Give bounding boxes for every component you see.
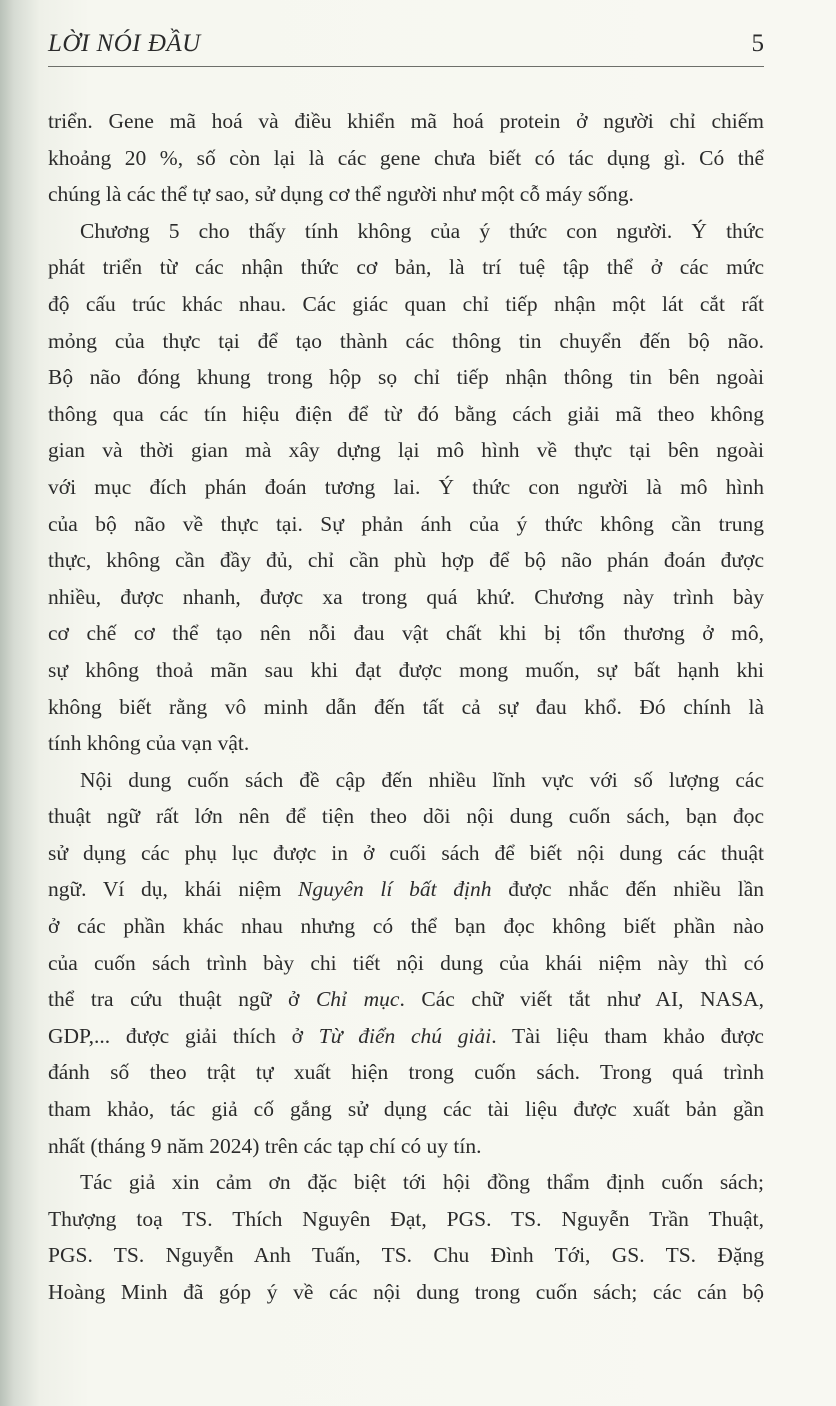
text-line xyxy=(48,725,764,762)
text-line xyxy=(48,1018,764,1055)
italic-term: Từ điển chú giải xyxy=(318,1023,492,1048)
text-segment: độ cấu trúc khác nhau. Các giác quan chỉ tiếp nhận một lát cắt rất xyxy=(48,291,764,316)
text-segment: Hoàng Minh đã góp ý về các nội dung trong cuốn sách; các cán bộ xyxy=(48,1280,764,1304)
text-line xyxy=(48,286,764,323)
text-segment: thuật ngữ rất lớn nên để tiện theo dõi nội dung cuốn sách, bạn đọc xyxy=(48,804,764,829)
paragraph xyxy=(48,762,764,1165)
text-segment: được nhắc đến nhiều lần xyxy=(491,877,764,902)
text-line xyxy=(48,1237,764,1274)
text-segment: . Tài liệu tham khảo được xyxy=(491,1023,764,1048)
text-segment: . Các chữ viết tắt như AI, NASA, xyxy=(399,987,764,1012)
paragraph xyxy=(48,213,764,762)
text-line xyxy=(48,506,764,543)
paragraph xyxy=(48,1164,764,1310)
text-line xyxy=(48,213,764,250)
text-segment: không biết rằng vô minh dẫn đến tất cả sự đau khổ. Đó chính là xyxy=(48,694,764,719)
text-line xyxy=(48,542,764,579)
text-line xyxy=(48,140,764,177)
text-line xyxy=(48,1274,764,1311)
text-segment: tính không của vạn vật. xyxy=(48,731,250,756)
page-number: 5 xyxy=(751,30,764,57)
text-line xyxy=(48,579,764,616)
text-line xyxy=(48,249,764,286)
header-rule xyxy=(48,66,764,67)
text-line xyxy=(48,615,764,652)
text-line xyxy=(48,1164,764,1201)
text-segment: nhiều, được nhanh, được xa trong quá khứ. Chương này trình bày xyxy=(48,584,764,609)
italic-term: Nguyên lí bất định xyxy=(298,877,492,902)
text-segment: triển. Gene mã hoá và điều khiển mã hoá protein ở người chỉ chiếm xyxy=(48,109,764,133)
italic-term: Chỉ mục xyxy=(315,987,400,1012)
text-segment: cơ chế cơ thể tạo nên nỗi đau vật chất khi bị tổn thương ở mô, xyxy=(48,621,764,646)
text-segment: khoảng 20 %, số còn lại là các gene chưa biết có tác dụng gì. Có thể xyxy=(48,145,764,170)
text-segment: GDP,... được giải thích ở xyxy=(48,1023,319,1048)
text-line xyxy=(48,1054,764,1091)
text-segment: PGS. TS. Nguyễn Anh Tuấn, TS. Chu Đình Tới, GS. TS. Đặng xyxy=(48,1243,764,1268)
text-segment: với mục đích phán đoán tương lai. Ý thức con người là mô hình xyxy=(48,474,764,499)
text-segment: mỏng của thực tại để tạo thành các thông tin chuyển đến bộ não. xyxy=(48,328,764,353)
text-segment: Nội dung cuốn sách đề cập đến nhiều lĩnh vực với số lượng các xyxy=(80,767,764,792)
text-line xyxy=(48,359,764,396)
text-line xyxy=(48,103,764,140)
text-line xyxy=(48,1091,764,1128)
chapter-title: LỜI NÓI ĐẦU xyxy=(48,30,201,57)
text-segment: sự không thoả mãn sau khi đạt được mong muốn, sự bất hạnh khi xyxy=(48,657,764,682)
text-segment: thông qua các tín hiệu điện để từ đó bằng cách giải mã theo không xyxy=(48,401,764,426)
text-line xyxy=(48,945,764,982)
text-segment: phát triển từ các nhận thức cơ bản, là trí tuệ tập thể ở các mức xyxy=(48,255,764,280)
text-line xyxy=(48,469,764,506)
page-body xyxy=(48,103,764,1311)
text-segment: nhất (tháng 9 năm 2024) trên các tạp chí có uy tín. xyxy=(48,1133,482,1158)
running-header xyxy=(48,30,764,66)
text-segment: của bộ não về thực tại. Sự phản ánh của ý thức không cần trung xyxy=(48,511,764,536)
text-segment: gian và thời gian mà xây dựng lại mô hình về thực tại bên ngoài xyxy=(48,438,764,463)
text-line xyxy=(48,1128,764,1165)
text-segment: ở các phần khác nhau nhưng có thể bạn đọc không biết phần nào xyxy=(48,914,764,939)
text-segment: chúng là các thể tự sao, sử dụng cơ thể người như một cỗ máy sống. xyxy=(48,182,634,207)
text-line xyxy=(48,798,764,835)
text-line xyxy=(48,323,764,360)
text-segment: Bộ não đóng khung trong hộp sọ chỉ tiếp nhận thông tin bên ngoài xyxy=(48,365,764,390)
text-segment: tham khảo, tác giả cố gắng sử dụng các tài liệu được xuất bản gần xyxy=(48,1097,764,1122)
paragraph xyxy=(48,103,764,213)
text-segment: đánh số theo trật tự xuất hiện trong cuốn sách. Trong quá trình xyxy=(48,1060,764,1085)
text-line xyxy=(48,908,764,945)
text-line xyxy=(48,835,764,872)
text-line xyxy=(48,871,764,908)
text-line xyxy=(48,176,764,213)
text-line xyxy=(48,762,764,799)
text-segment: Chương 5 cho thấy tính không của ý thức con người. Ý thức xyxy=(80,218,764,243)
text-segment: Thượng toạ TS. Thích Nguyên Đạt, PGS. TS. Nguyễn Trần Thuật, xyxy=(48,1206,764,1231)
text-line xyxy=(48,432,764,469)
text-line xyxy=(48,689,764,726)
text-line xyxy=(48,652,764,689)
text-segment: sử dụng các phụ lục được in ở cuối sách để biết nội dung các thuật xyxy=(48,840,764,865)
text-line xyxy=(48,1201,764,1238)
text-line xyxy=(48,981,764,1018)
text-segment: Tác giả xin cảm ơn đặc biệt tới hội đồng thẩm định cuốn sách; xyxy=(80,1170,764,1195)
text-segment: của cuốn sách trình bày chi tiết nội dung của khái niệm này thì có xyxy=(48,950,764,975)
text-line xyxy=(48,396,764,433)
text-segment: thực, không cần đầy đủ, chỉ cần phù hợp để bộ não phán đoán được xyxy=(48,548,764,573)
text-segment: ngữ. Ví dụ, khái niệm xyxy=(48,877,299,902)
text-segment: thể tra cứu thuật ngữ ở xyxy=(48,987,316,1012)
